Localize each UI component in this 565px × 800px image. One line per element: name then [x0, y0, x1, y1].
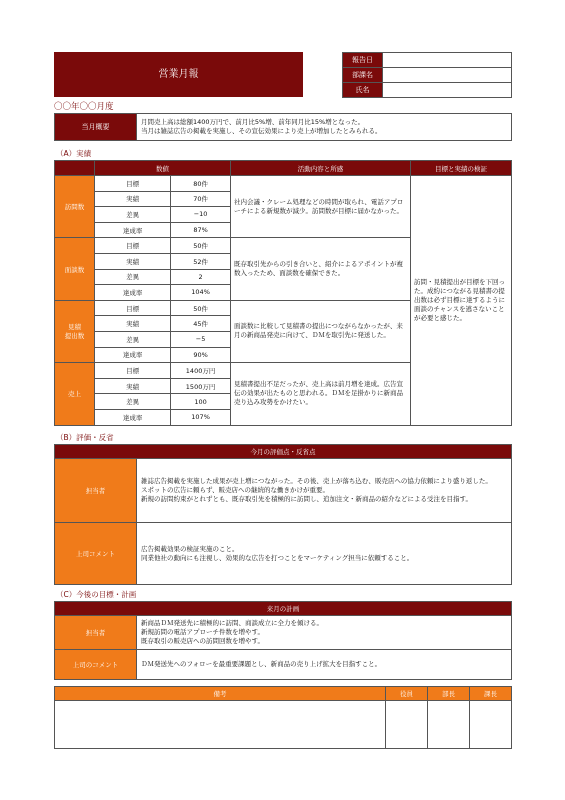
metric-row-label: 達成率 [95, 285, 171, 301]
evaluation-boss-label: 上司コメント [55, 523, 137, 585]
plan-boss-text[interactable]: ＤＭ発送先へのフォローを最重要課題とし、新商品の売り上げ拡大を目指すこと。 [141, 660, 382, 668]
page-title: 営業月報 [54, 52, 303, 97]
col-header-activity: 活動内容と所感 [231, 161, 411, 176]
metric-name: 訪問数 [55, 176, 95, 238]
summary-text: 月間売上高は総額1400万円で、前月比5%増、前年同月比15%増となった。 当月は雑誌広告の掲載を実施し、その宣伝効果により売上が増加したとみられる。 [141, 118, 382, 135]
metric-target-value[interactable]: 1400万円 [171, 363, 231, 379]
activity-note[interactable]: 面談数に比較して見積書の提出につながらなかったが、来月の新商品発売に向けて、ＤＭを取引先に発送した。 [231, 300, 411, 362]
col-header-values: 数値 [95, 161, 231, 176]
plan-table [54, 601, 512, 680]
metric-row-label: 差異 [95, 394, 171, 410]
metric-name: 売上 [55, 363, 95, 425]
metric-row-label: 差異 [95, 269, 171, 285]
metric-row-label: 目標 [95, 176, 171, 192]
metric-actual-value[interactable]: 70件 [171, 191, 231, 207]
results-corner [55, 161, 95, 176]
metric-rate-value[interactable]: 107% [171, 409, 231, 425]
verification-text[interactable]: 訪問・見積提出が目標を下回った。成約につながる見積書の提出数は必ず目標に達するように面談のチャンスを逃さないことが必要と感じた。 [411, 176, 512, 426]
metric-row-label: 目標 [95, 363, 171, 379]
evaluation-boss-text[interactable]: 広告掲載効果の検証実施のこと。 同業他社の動向にも注視し、効果的な広告を打つことをマーケティング担当に依頼すること。 [141, 544, 414, 562]
report-date-label: 報告日 [343, 53, 383, 68]
remarks-table [54, 686, 512, 749]
section-a-title: （A）実績 [56, 149, 92, 158]
plan-boss-label: 上司のコメント [55, 650, 137, 680]
activity-note[interactable]: 見積書提出不足だったが、売上高は前月増を達成。広告宣伝の効果が出たものと思われる。ＤＭを足掛かりに新商品売り込み攻勢をかけたい。 [231, 363, 411, 425]
metric-diff-value[interactable]: −5 [171, 331, 231, 347]
metric-diff-value[interactable]: 2 [171, 269, 231, 285]
metric-row-label: 差異 [95, 207, 171, 223]
col-header-verification: 目標と実績の検証 [411, 161, 512, 176]
activity-note[interactable]: 既存取引先からの引き合いと、紹介によるアポイントが複数入ったため、面談数を確保できた。 [231, 238, 411, 300]
metric-diff-value[interactable]: −10 [171, 207, 231, 223]
summary-label: 当月概要 [55, 114, 137, 141]
name-label: 氏名 [343, 83, 383, 98]
metric-actual-value[interactable]: 1500万円 [171, 378, 231, 394]
metric-row-label: 目標 [95, 300, 171, 316]
metric-row-label: 目標 [95, 238, 171, 254]
metric-row-label: 差異 [95, 331, 171, 347]
plan-header: 来月の計画 [55, 602, 512, 616]
evaluation-staff-text[interactable]: 雑誌広告掲載を実施した成果が売上増につながった。その後、売上が落ち込む、販売店への協力依頼により盛り返した。 スポットの広告に頼らず、販売店への継続的な働きかけが重要。 新規の訪問約束がとれずとも、既存取引先を積極的に訪問し、追加注文・新商品の紹介などによる受注を目指す。 [141, 477, 492, 503]
remarks-field[interactable] [55, 701, 386, 749]
executive-header: 役員 [386, 687, 428, 701]
evaluation-table [54, 444, 512, 585]
activity-note[interactable]: 社内会議・クレーム処理などの時間が取られ、電話アプローチによる新規数が減少。訪問数が目標に届かなかった。 [231, 176, 411, 238]
remarks-header: 備考 [55, 687, 386, 701]
metric-rate-value[interactable]: 87% [171, 222, 231, 238]
chief-header: 課長 [470, 687, 512, 701]
department-field[interactable] [383, 68, 512, 83]
metric-row-label: 実績 [95, 316, 171, 332]
metric-target-value[interactable]: 80件 [171, 176, 231, 192]
info-table [342, 52, 512, 98]
metric-row-label: 実績 [95, 378, 171, 394]
period-label: 〇〇年〇〇月度 [54, 102, 114, 112]
metric-actual-value[interactable]: 52件 [171, 253, 231, 269]
metric-target-value[interactable]: 50件 [171, 300, 231, 316]
metric-rate-value[interactable]: 90% [171, 347, 231, 363]
manager-stamp[interactable] [428, 701, 470, 749]
executive-stamp[interactable] [386, 701, 428, 749]
summary-table [54, 113, 512, 141]
metric-row-label: 達成率 [95, 347, 171, 363]
department-label: 部課名 [343, 68, 383, 83]
chief-stamp[interactable] [470, 701, 512, 749]
metric-row-label: 達成率 [95, 409, 171, 425]
name-field[interactable] [383, 83, 512, 98]
metric-diff-value[interactable]: 100 [171, 394, 231, 410]
evaluation-staff-label: 担当者 [55, 459, 137, 523]
section-b-title: （B）評価・反省 [56, 433, 114, 442]
section-c-title: （C）今後の目標・計画 [56, 590, 137, 599]
plan-staff-label: 担当者 [55, 616, 137, 650]
metric-target-value[interactable]: 50件 [171, 238, 231, 254]
plan-staff-text[interactable]: 新商品ＤＭ発送先に積極的に訪問、商談成立に全力を傾ける。 新規訪問の電話アプローチ件数を増やす。 既存取引の販売店への訪問回数を増やす。 [141, 619, 323, 645]
manager-header: 部長 [428, 687, 470, 701]
metric-name: 見積 提出数 [55, 300, 95, 362]
evaluation-header: 今月の評価点・反省点 [55, 445, 512, 459]
metric-row-label: 達成率 [95, 222, 171, 238]
metric-rate-value[interactable]: 104% [171, 285, 231, 301]
report-date-field[interactable] [383, 53, 512, 68]
results-table [54, 160, 512, 426]
metric-name: 面談数 [55, 238, 95, 300]
metric-row-label: 実績 [95, 191, 171, 207]
metric-row-label: 実績 [95, 253, 171, 269]
metric-actual-value[interactable]: 45件 [171, 316, 231, 332]
